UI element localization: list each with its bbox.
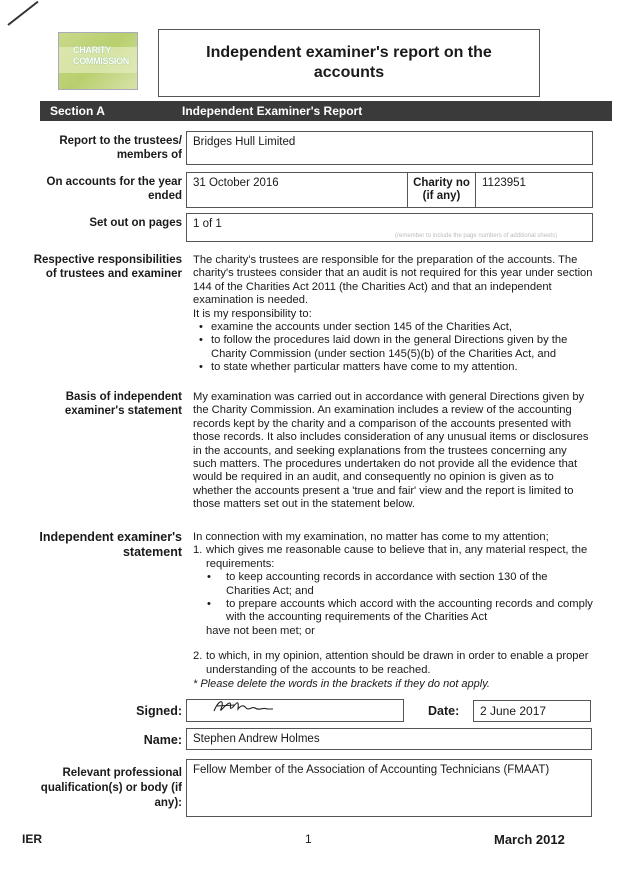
report-to-field[interactable]: Bridges Hull Limited xyxy=(186,131,593,165)
statement-intro: In connection with my examination, no matter has come to my attention; xyxy=(193,531,549,543)
responsibilities-para1: The charity's trustees are responsible for the preparation of the accounts. The charity's trustees consider that an audit is not required for this year under section 144 of the Charities Act 2011 (the Charities Act) and that an independent examination is needed. xyxy=(193,254,593,307)
report-to-label: Report to the trustees/ members of xyxy=(59,135,182,161)
qualification-label: Relevant professional qualification(s) or body (if any): xyxy=(40,767,182,809)
responsibilities-para2: It is my responsibility to: xyxy=(193,307,312,320)
list-item: • to follow the procedures laid down in the general Directions given by the Charity Commission (under section 145(5)(b) of the Charities Act, and xyxy=(193,334,593,361)
section-label: Section A xyxy=(50,104,105,118)
qualification-field[interactable]: Fellow Member of the Association of Accounting Technicians (FMAAT) xyxy=(186,759,592,817)
page-number: 1 xyxy=(305,832,312,846)
pages-label: Set out on pages xyxy=(89,217,182,229)
year-ended-label: On accounts for the year ended xyxy=(46,176,182,202)
logo-text: CHARITY COMMISSION xyxy=(73,45,130,66)
list-item: • to prepare accounts which accord with the accounting records and comply with the accounting requirements of the Charities Act xyxy=(193,598,593,625)
footer-code: IER xyxy=(22,832,43,846)
date-label: Date: xyxy=(428,704,460,718)
date-field[interactable]: 2 June 2017 xyxy=(473,700,591,722)
statement-item-1 xyxy=(193,544,593,571)
item-text: which gives me reasonable cause to believe that in, any material respect, the requirements: xyxy=(206,544,588,570)
name-label: Name: xyxy=(143,733,182,747)
list-item: • to state whether particular matters have come to my attention. xyxy=(193,361,593,374)
page-title: Independent examiner's report on the accounts xyxy=(206,44,492,81)
item-number: 1. xyxy=(193,544,203,557)
statement-text xyxy=(193,531,593,677)
section-bar xyxy=(40,101,612,121)
item-number: 2. xyxy=(193,650,203,663)
charity-no-field[interactable]: 1123951 xyxy=(475,172,593,208)
charity-no-label: Charity no (if any) xyxy=(407,172,476,208)
basis-text: My examination was carried out in accordance with general Directions given by the Charity Commission. An examination includes a review of the accounting records kept by the charity and a comparison of the accounts presented with those records. It also includes consideration of any unusual items or disclosures in the accounts, and seeking explanations from the trustees concerning any such matters. The procedures undertaken do not provide all the evidence that would be required in an audit, and consequently no opinion is given as to whether the accounts present a 'true and fair' view and the report is limited to those matters set out in the statement below. xyxy=(193,391,589,511)
pages-hint: (remember to include the page numbers of additional sheets) xyxy=(395,233,558,239)
statement-after: have not been met; or xyxy=(206,624,315,637)
signed-label: Signed: xyxy=(136,704,182,718)
statement-label: Independent examiner's statement xyxy=(39,530,182,559)
footnote: * Please delete the words in the brackets if they do not apply. xyxy=(193,678,490,690)
responsibilities-label: Respective responsibilities of trustees and examiner xyxy=(33,254,182,280)
responsibilities-list xyxy=(193,321,593,375)
footer-date: March 2012 xyxy=(494,832,565,847)
name-field[interactable]: Stephen Andrew Holmes xyxy=(186,728,592,750)
signature-image xyxy=(211,697,276,717)
pen-mark xyxy=(7,1,38,26)
pages-field[interactable]: 1 of 1 xyxy=(186,213,593,242)
statement-item-2 xyxy=(193,650,593,677)
charity-commission-logo xyxy=(58,32,138,90)
item-text: to which, in my opinion, attention should be drawn in order to enable a proper understanding of the accounts to be reached. xyxy=(206,650,589,676)
basis-label: Basis of independent examiner's statement xyxy=(64,391,182,417)
year-ended-field[interactable]: 31 October 2016 xyxy=(186,172,408,208)
list-item: • examine the accounts under section 145 of the Charities Act, xyxy=(193,321,593,334)
title-box xyxy=(158,29,540,97)
responsibilities-text xyxy=(193,254,593,375)
section-title: Independent Examiner's Report xyxy=(182,104,363,118)
statement-sub-list xyxy=(193,571,593,625)
list-item: • to keep accounting records in accordance with section 130 of the Charities Act; and xyxy=(193,571,593,598)
